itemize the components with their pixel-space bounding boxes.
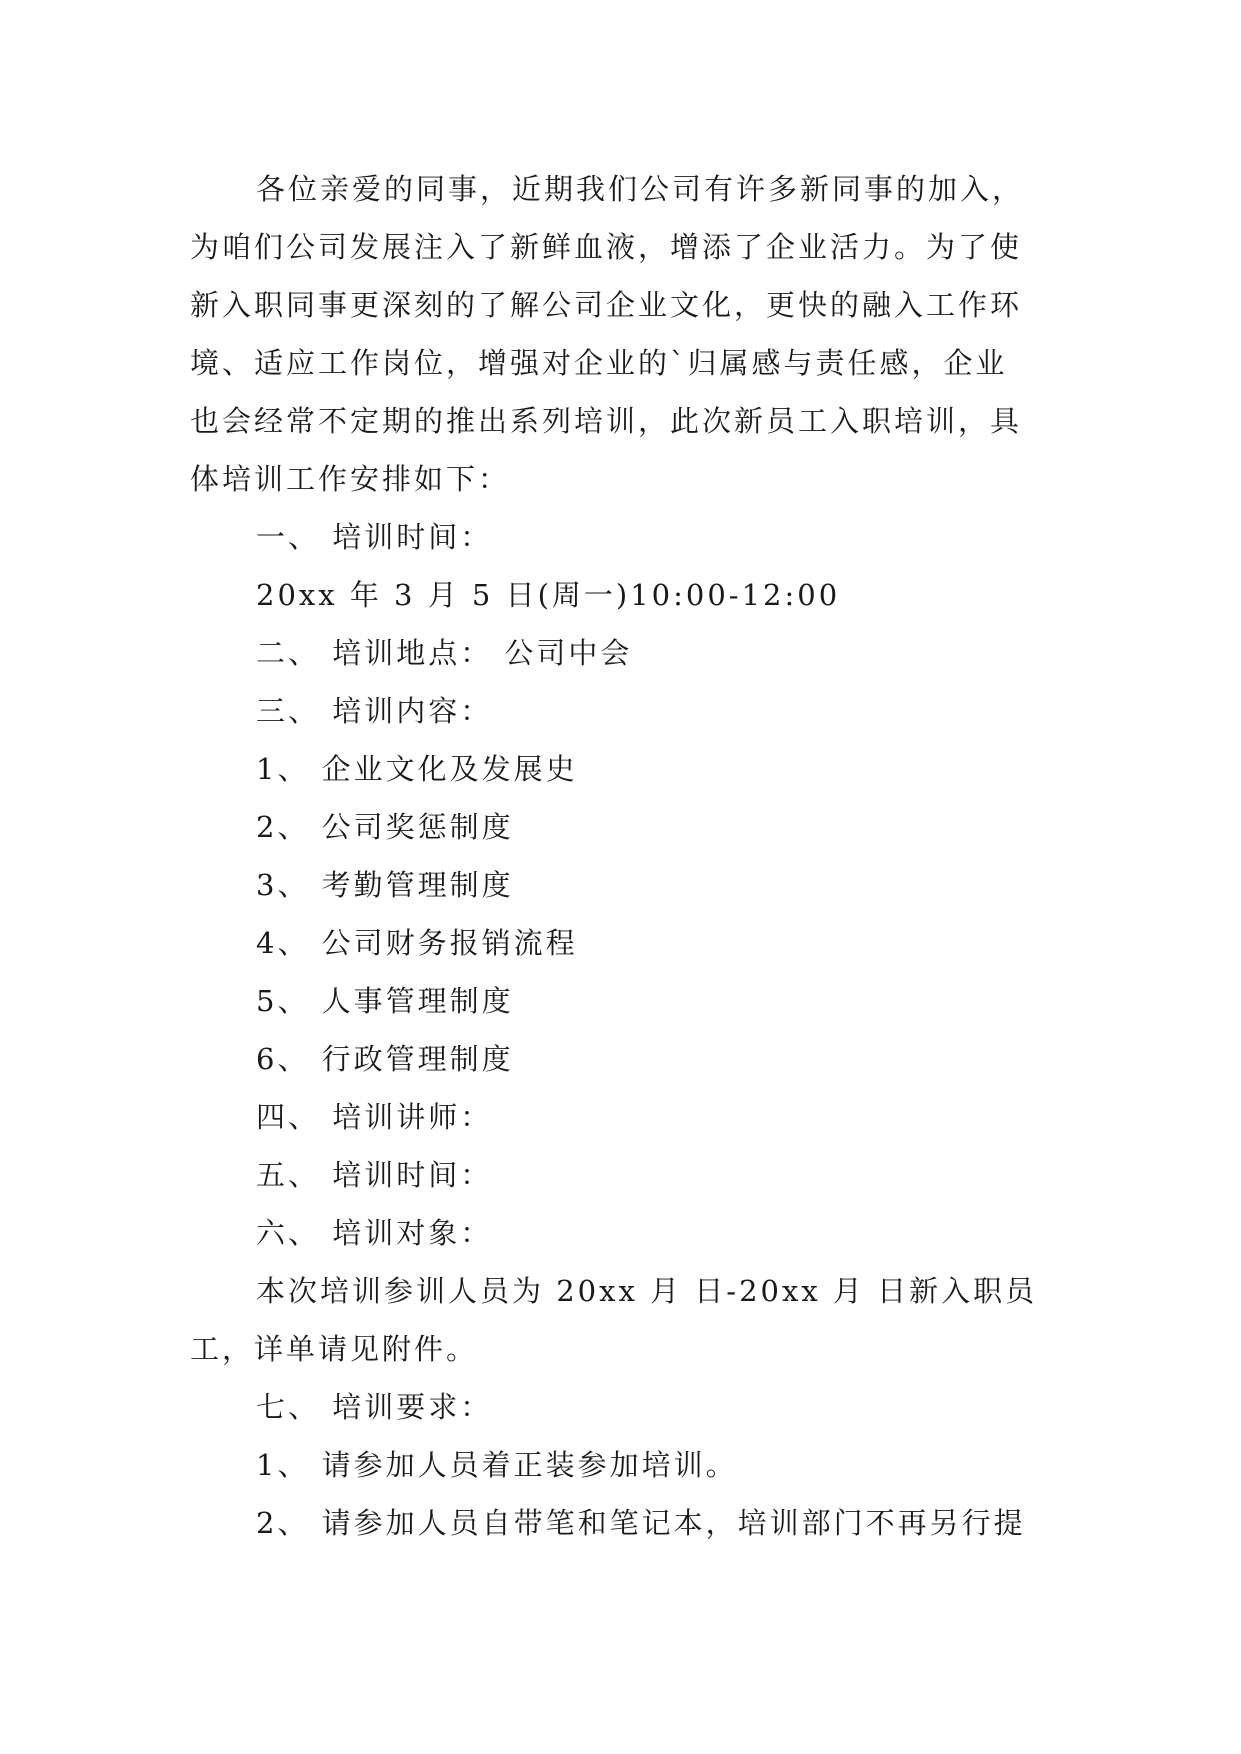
paragraph-line: 本次培训参训人员为 20xx 月 日-20xx 月 日新入职员 bbox=[256, 1274, 1038, 1308]
section-heading-time-2: 五、 培训时间： bbox=[256, 1158, 493, 1192]
section-heading-content: 三、 培训内容： bbox=[256, 694, 493, 728]
paragraph-line: 为咱们公司发展注入了新鲜血液，增添了企业活力。为了使 bbox=[190, 230, 1023, 264]
section-heading-time: 一、 培训时间： bbox=[256, 520, 493, 554]
training-datetime: 20xx 年 3 月 5 日(周一)10:00-12:00 bbox=[256, 578, 841, 612]
paragraph-line: 各位亲爱的同事，近期我们公司有许多新同事的加入， bbox=[256, 172, 1025, 206]
paragraph-line: 境、适应工作岗位，增强对企业的`归属感与责任感，企业 bbox=[190, 346, 1008, 380]
paragraph-line: 新入职同事更深刻的了解公司企业文化，更快的融入工作环 bbox=[190, 288, 1023, 322]
list-item: 3、 考勤管理制度 bbox=[256, 868, 514, 902]
paragraph-line: 工，详单请见附件。 bbox=[190, 1332, 479, 1366]
section-heading-audience: 六、 培训对象： bbox=[256, 1216, 493, 1250]
list-item: 2、 请参加人员自带笔和笔记本，培训部门不再另行提 bbox=[256, 1506, 1026, 1540]
paragraph-line: 也会经常不定期的推出系列培训，此次新员工入职培训，具 bbox=[190, 404, 1023, 438]
list-item: 1、 请参加人员着正装参加培训。 bbox=[256, 1448, 738, 1482]
list-item: 1、 企业文化及发展史 bbox=[256, 752, 578, 786]
paragraph-line: 体培训工作安排如下： bbox=[190, 462, 511, 496]
list-item: 5、 人事管理制度 bbox=[256, 984, 514, 1018]
section-heading-lecturer: 四、 培训讲师： bbox=[256, 1100, 493, 1134]
document-body bbox=[190, 160, 1050, 1552]
section-heading-requirements: 七、 培训要求： bbox=[256, 1390, 493, 1424]
list-item: 2、 公司奖惩制度 bbox=[256, 810, 514, 844]
list-item: 6、 行政管理制度 bbox=[256, 1042, 514, 1076]
section-heading-location: 二、 培训地点： 公司中会 bbox=[256, 636, 633, 670]
list-item: 4、 公司财务报销流程 bbox=[256, 926, 578, 960]
